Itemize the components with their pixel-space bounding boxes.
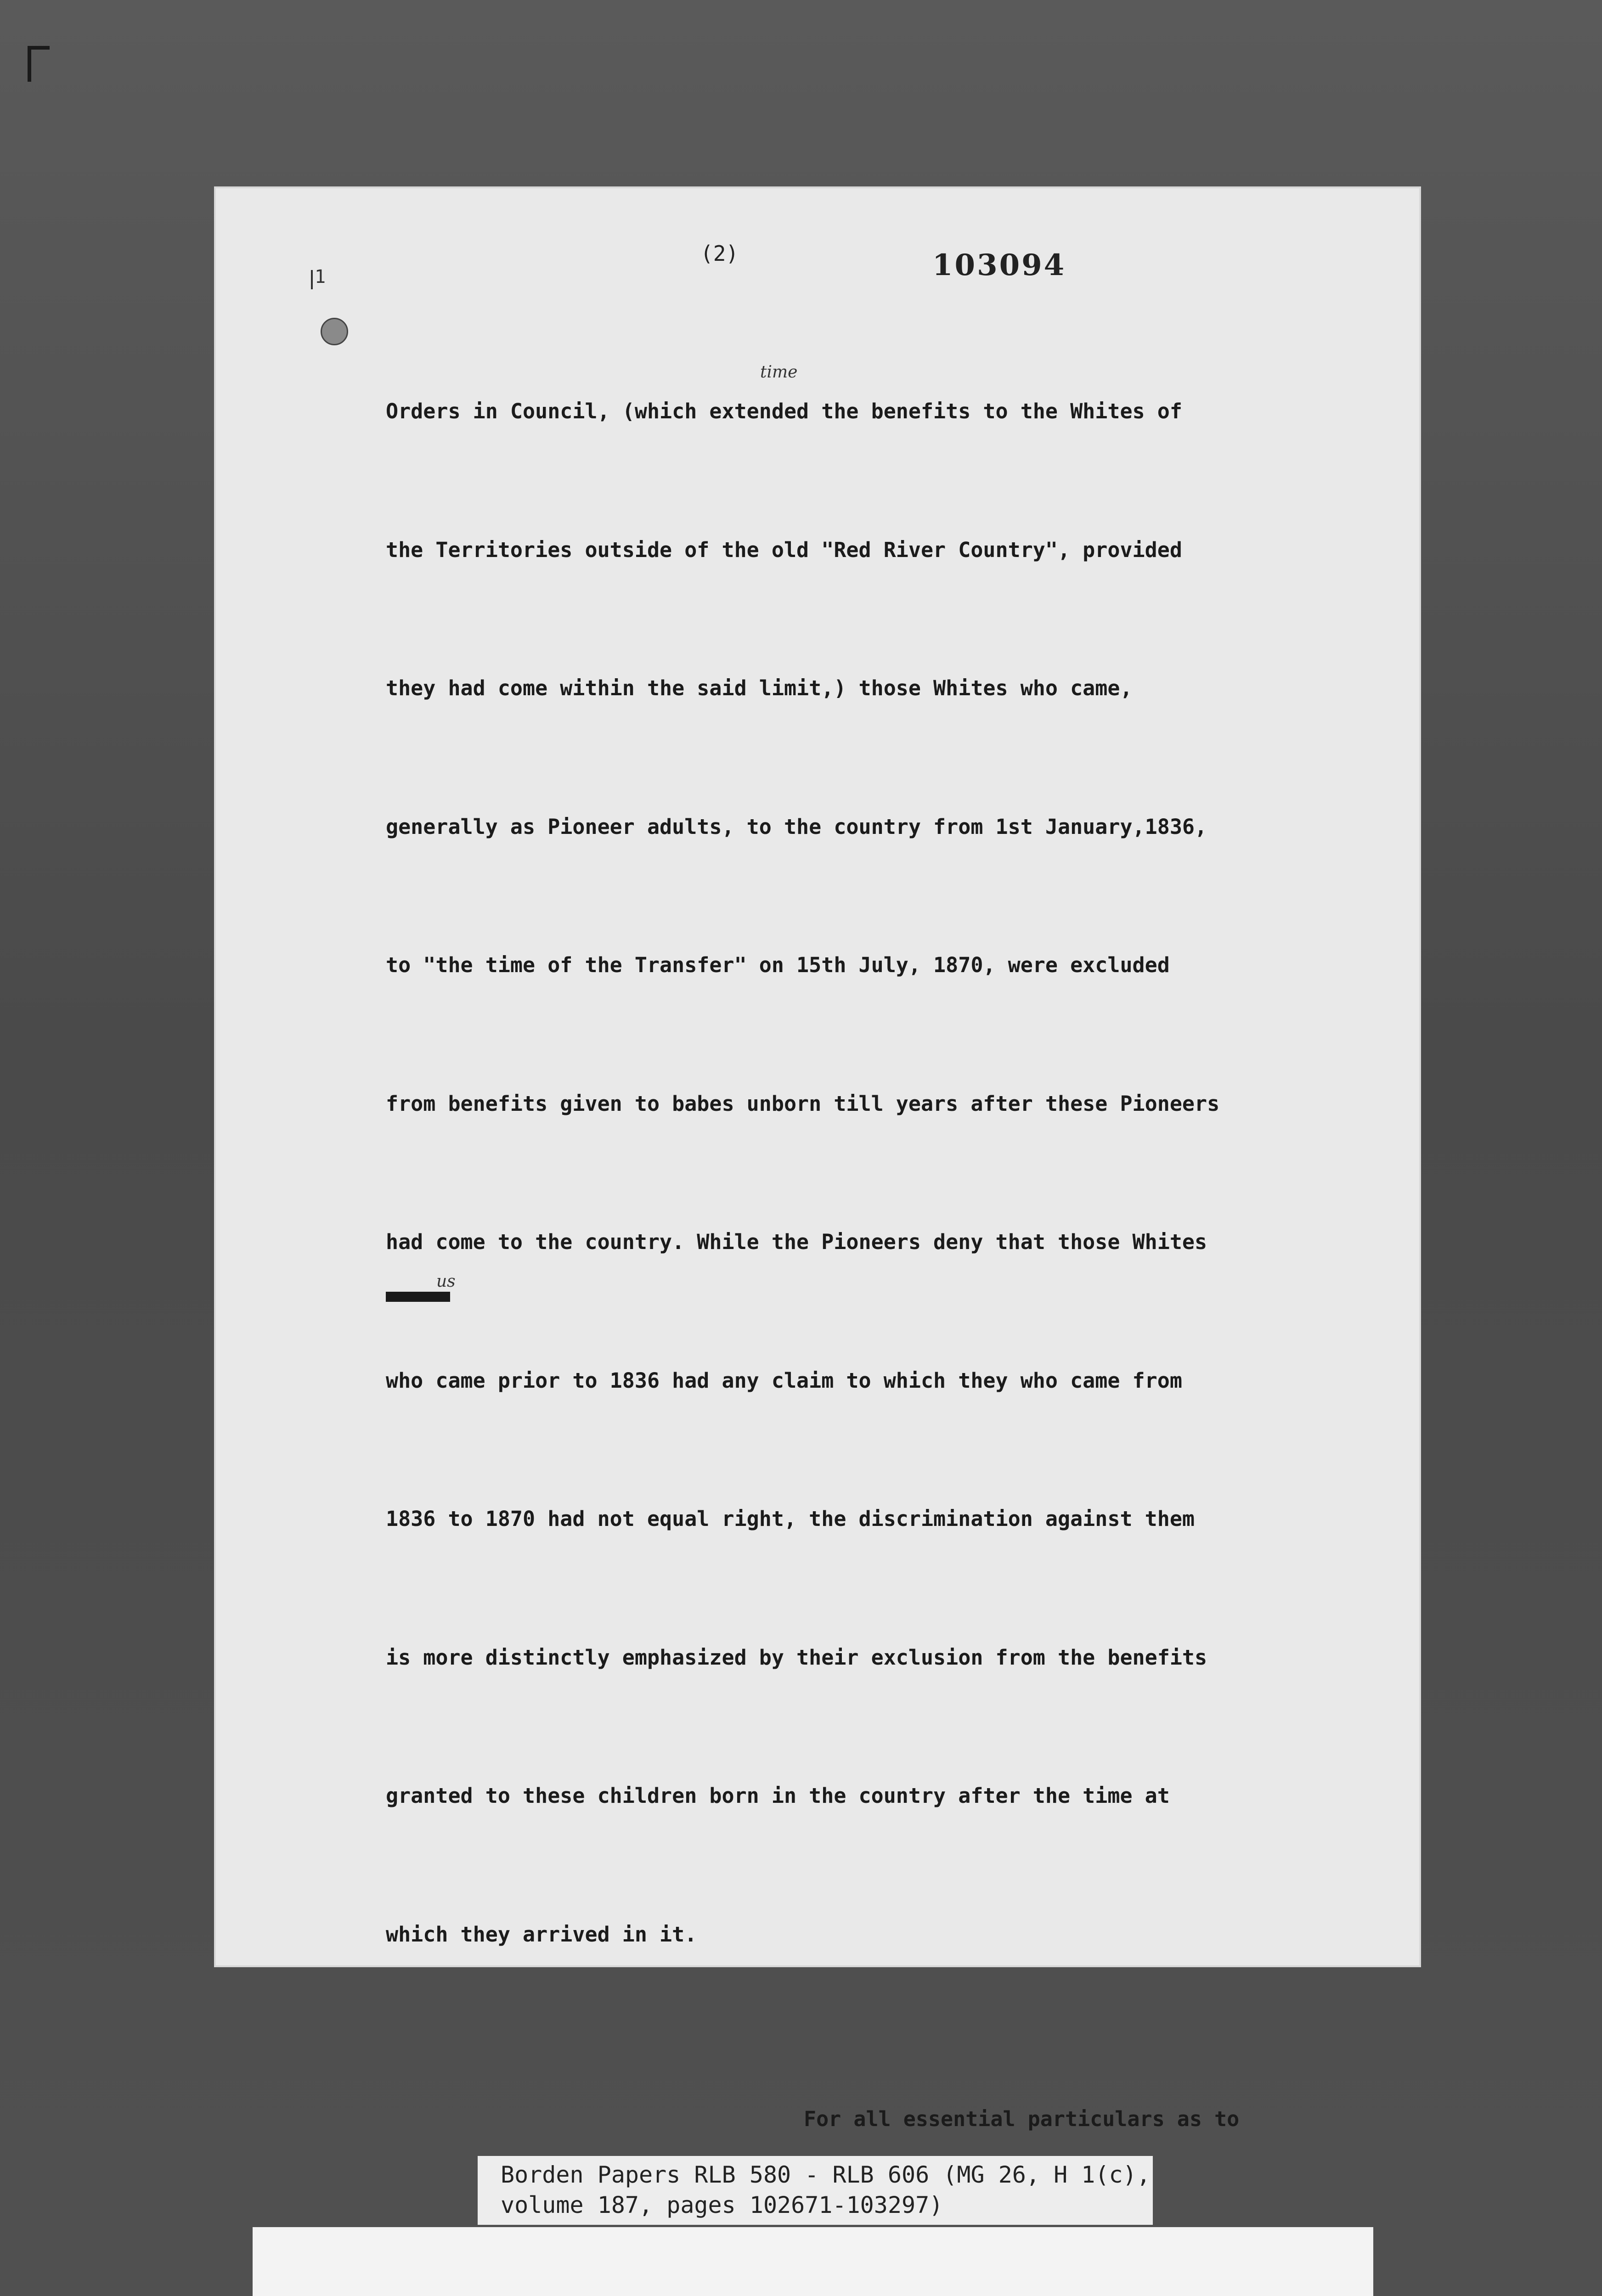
handwritten-insertion-us: us xyxy=(436,1272,456,1291)
text-line: For all essential particulars as to xyxy=(804,2106,1240,2131)
margin-number: 1 xyxy=(315,266,326,287)
text-line: generally as Pioneer adults, to the country from 1st January,1836, xyxy=(386,814,1207,839)
text-line: they had come within the said limit,) those Whites who came, xyxy=(386,676,1133,700)
film-corner-mark xyxy=(28,46,50,82)
text-line: to "the time of the Transfer" on 15th July, 1870, were excluded xyxy=(386,953,1170,977)
collection-label xyxy=(478,2156,1153,2225)
text-line: granted to these children born in the country after the time at xyxy=(386,1784,1170,1808)
text-line: had come to the country. While the Pioneers deny that those Whites xyxy=(386,1230,1207,1254)
handwritten-insertion-time: time xyxy=(760,363,798,382)
collection-label-line2: volume 187, pages 102671-103297) xyxy=(501,2192,943,2218)
document-number: 103094 xyxy=(932,248,1066,282)
text-line: from benefits given to babes unborn till years after these Pioneers xyxy=(386,1091,1220,1116)
archives-card xyxy=(253,2227,1373,2296)
text-line: who came prior to 1836 had any claim to which they who came from xyxy=(386,1368,1182,1393)
collection-label-line1: Borden Papers RLB 580 - RLB 606 (MG 26, H 1(c), xyxy=(501,2161,1151,2188)
text-line: which they arrived in it. xyxy=(386,1922,697,1947)
text-line: the Territories outside of the old "Red River Country", provided xyxy=(386,537,1182,562)
text-line: Orders in Council, (which extended the benefits to the Whites of xyxy=(386,399,1182,423)
margin-tick-mark xyxy=(311,270,313,289)
typewritten-page xyxy=(216,188,1419,2131)
page-number: (2) xyxy=(700,241,739,266)
punch-hole xyxy=(321,318,348,345)
text-line: is more distinctly emphasized by their exclusion from the benefits xyxy=(386,1645,1207,1670)
letter-body xyxy=(386,296,1387,2296)
text-line: 1836 to 1870 had not equal right, the discrimination against them xyxy=(386,1507,1195,1531)
